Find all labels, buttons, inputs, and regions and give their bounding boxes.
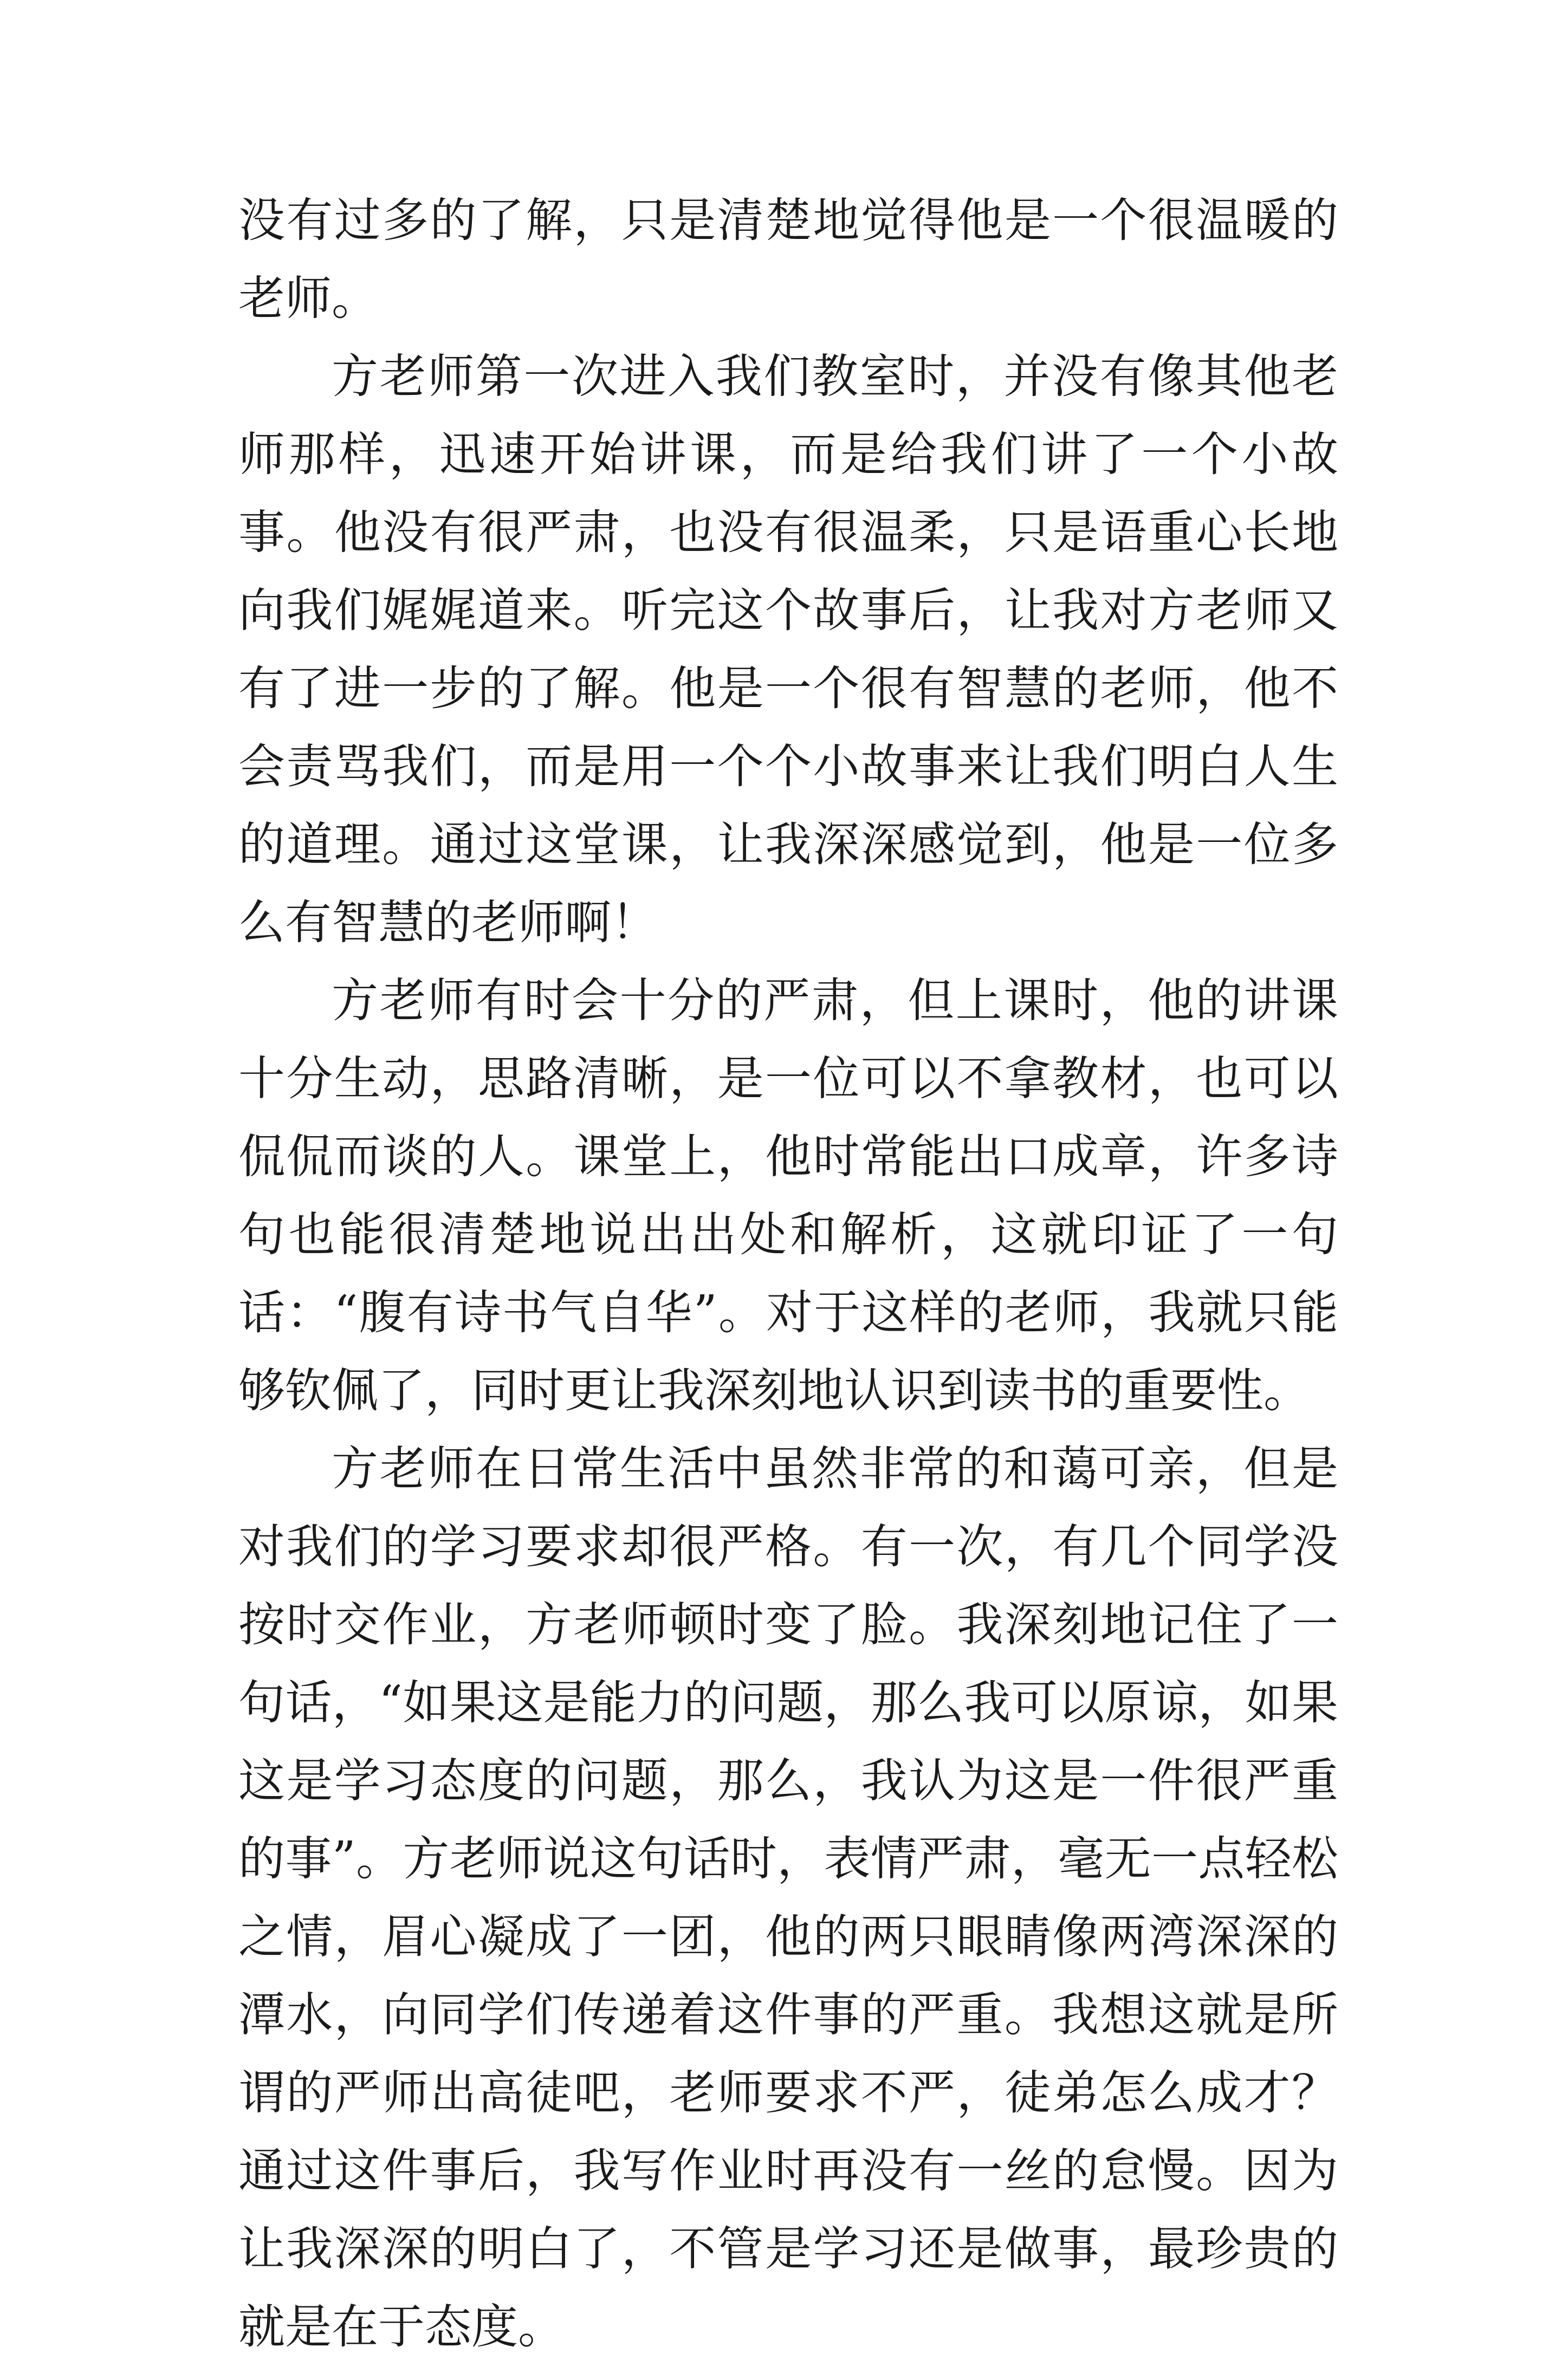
paragraph-teaching-style: 方老师有时会十分的严肃，但上课时，他的讲课十分生动，思路清晰，是一位可以不拿教材，也可以侃侃而谈的人。课堂上，他时常能出口成章，许多诗句也能很清楚地说出出处和解析，这就印证了一句话：“腹有诗书气自华”。对于这样的老师，我就只能够钦佩了，同时更让我深刻地认识到读书的重要性。 (238, 974, 1338, 1418)
paragraph-first-class: 方老师第一次进入我们教室时，并没有像其他老师那样，迅速开始讲课，而是给我们讲了一个小故事。他没有很严肃，也没有很温柔，只是语重心长地向我们娓娓道来。听完这个故事后，让我对方老师又有了进一步的了解。他是一个很有智慧的老师，他不会责骂我们，而是用一个个小故事来让我们明白人生的道理。通过这堂课，让我深深感觉到，他是一位多么有智慧的老师啊！ (238, 349, 1338, 950)
body-text (238, 181, 1338, 2366)
paragraph-strict-requirements: 方老师在日常生活中虽然非常的和蔼可亲，但是对我们的学习要求却很严格。有一次，有几个同学没按时交作业，方老师顿时变了脸。我深刻地记住了一句话，“如果这是能力的问题，那么我可以原谅，如果这是学习态度的问题，那么，我认为这是一件很严重的事”。方老师说这句话时，表情严肃，毫无一点轻松之情，眉心凝成了一团，他的两只眼睛像两湾深深的潭水，向同学们传递着这件事的严重。我想这就是所谓的严师出高徒吧，老师要求不严，徒弟怎么成才？通过这件事后，我写作业时再没有一丝的怠慢。因为让我深深的明白了，不管是学习还是做事，最珍贵的就是在于态度。 (238, 1442, 1338, 2354)
paragraph-continued: 没有过多的了解，只是清楚地觉得他是一个很温暖的老师。 (238, 193, 1338, 326)
